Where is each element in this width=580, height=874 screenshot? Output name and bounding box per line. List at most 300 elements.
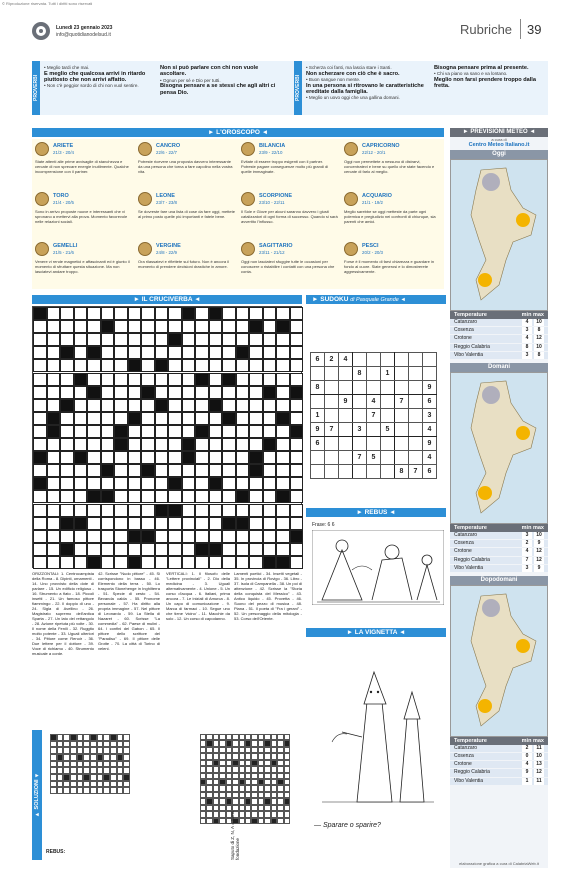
crossword-cell[interactable] [209, 451, 223, 464]
crossword-cell[interactable] [155, 490, 169, 503]
crossword-cell[interactable] [222, 346, 236, 359]
crossword-cell[interactable] [114, 451, 128, 464]
sudoku-cell[interactable] [311, 395, 325, 409]
crossword-cell[interactable] [195, 333, 209, 346]
crossword-cell[interactable] [114, 320, 128, 333]
crossword-cell[interactable] [74, 504, 88, 517]
crossword-cell[interactable] [168, 346, 182, 359]
crossword-cell[interactable] [249, 425, 263, 438]
crossword-cell[interactable] [128, 451, 142, 464]
sudoku-cell[interactable] [311, 451, 325, 465]
crossword-cell[interactable] [87, 425, 101, 438]
crossword-cell[interactable] [74, 333, 88, 346]
crossword-cell[interactable] [141, 307, 155, 320]
crossword-cell[interactable] [87, 412, 101, 425]
crossword-cell[interactable] [47, 359, 61, 372]
sudoku-cell[interactable]: 3 [423, 409, 437, 423]
sudoku-cell[interactable] [409, 367, 423, 381]
sudoku-cell[interactable] [339, 423, 353, 437]
crossword-cell[interactable] [141, 425, 155, 438]
sudoku-cell[interactable]: 9 [339, 395, 353, 409]
crossword-cell[interactable] [33, 490, 47, 503]
crossword-cell[interactable] [236, 504, 250, 517]
crossword-cell[interactable] [222, 307, 236, 320]
crossword-cell[interactable] [249, 307, 263, 320]
crossword-cell[interactable] [87, 543, 101, 556]
crossword-cell[interactable] [114, 386, 128, 399]
crossword-cell[interactable] [290, 543, 304, 556]
crossword-cell[interactable] [101, 307, 115, 320]
crossword-cell[interactable] [195, 556, 209, 569]
crossword-cell[interactable] [33, 412, 47, 425]
crossword-cell[interactable] [47, 373, 61, 386]
sudoku-cell[interactable] [339, 451, 353, 465]
crossword-cell[interactable] [209, 530, 223, 543]
crossword-cell[interactable] [74, 530, 88, 543]
crossword-cell[interactable] [249, 333, 263, 346]
crossword-cell[interactable] [249, 399, 263, 412]
crossword-cell[interactable] [87, 373, 101, 386]
crossword-cell[interactable] [236, 320, 250, 333]
crossword-cell[interactable] [222, 359, 236, 372]
crossword-cell[interactable] [222, 320, 236, 333]
crossword-cell[interactable] [276, 386, 290, 399]
crossword-cell[interactable] [128, 307, 142, 320]
crossword-cell[interactable] [87, 517, 101, 530]
crossword-cell[interactable] [47, 464, 61, 477]
crossword-cell[interactable] [249, 517, 263, 530]
crossword-cell[interactable] [249, 477, 263, 490]
sudoku-cell[interactable]: 6 [311, 437, 325, 451]
crossword-cell[interactable] [128, 346, 142, 359]
crossword-cell[interactable] [276, 530, 290, 543]
sudoku-cell[interactable]: 2 [325, 353, 339, 367]
crossword-cell[interactable] [155, 530, 169, 543]
crossword-grid[interactable] [32, 306, 302, 568]
sudoku-cell[interactable] [381, 437, 395, 451]
crossword-cell[interactable] [209, 333, 223, 346]
sudoku-cell[interactable]: 8 [311, 381, 325, 395]
crossword-cell[interactable] [195, 346, 209, 359]
crossword-cell[interactable] [195, 438, 209, 451]
crossword-cell[interactable] [114, 373, 128, 386]
crossword-cell[interactable] [263, 517, 277, 530]
crossword-cell[interactable] [60, 307, 74, 320]
crossword-cell[interactable] [33, 438, 47, 451]
crossword-cell[interactable] [74, 399, 88, 412]
crossword-cell[interactable] [128, 504, 142, 517]
crossword-cell[interactable] [263, 359, 277, 372]
crossword-cell[interactable] [209, 438, 223, 451]
crossword-cell[interactable] [74, 320, 88, 333]
crossword-cell[interactable] [155, 320, 169, 333]
crossword-cell[interactable] [155, 556, 169, 569]
crossword-cell[interactable] [290, 477, 304, 490]
crossword-cell[interactable] [33, 530, 47, 543]
sudoku-cell[interactable]: 4 [339, 353, 353, 367]
crossword-cell[interactable] [209, 386, 223, 399]
crossword-cell[interactable] [155, 477, 169, 490]
crossword-cell[interactable] [47, 333, 61, 346]
crossword-cell[interactable] [290, 373, 304, 386]
crossword-cell[interactable] [87, 504, 101, 517]
sudoku-cell[interactable] [325, 409, 339, 423]
crossword-cell[interactable] [114, 477, 128, 490]
sudoku-cell[interactable] [339, 409, 353, 423]
crossword-cell[interactable] [47, 530, 61, 543]
sudoku-cell[interactable] [311, 367, 325, 381]
crossword-cell[interactable] [141, 438, 155, 451]
sudoku-cell[interactable]: 5 [367, 451, 381, 465]
crossword-cell[interactable] [290, 490, 304, 503]
crossword-cell[interactable] [60, 373, 74, 386]
sudoku-cell[interactable] [395, 381, 409, 395]
crossword-cell[interactable] [114, 412, 128, 425]
crossword-cell[interactable] [276, 543, 290, 556]
crossword-cell[interactable] [87, 320, 101, 333]
crossword-cell[interactable] [155, 438, 169, 451]
crossword-cell[interactable] [182, 530, 196, 543]
crossword-cell[interactable] [195, 320, 209, 333]
sudoku-cell[interactable] [409, 437, 423, 451]
crossword-cell[interactable] [290, 399, 304, 412]
contact-email[interactable]: info@quotidianodelsud.it [56, 32, 111, 38]
crossword-cell[interactable] [209, 320, 223, 333]
sudoku-cell[interactable] [325, 367, 339, 381]
crossword-cell[interactable] [87, 333, 101, 346]
crossword-cell[interactable] [47, 386, 61, 399]
crossword-cell[interactable] [60, 425, 74, 438]
sudoku-cell[interactable]: 4 [423, 451, 437, 465]
crossword-cell[interactable] [168, 320, 182, 333]
sudoku-cell[interactable]: 9 [423, 437, 437, 451]
crossword-cell[interactable] [60, 359, 74, 372]
crossword-cell[interactable] [87, 359, 101, 372]
sudoku-cell[interactable] [325, 381, 339, 395]
crossword-cell[interactable] [155, 451, 169, 464]
crossword-cell[interactable] [155, 543, 169, 556]
crossword-cell[interactable] [182, 320, 196, 333]
sudoku-cell[interactable] [423, 353, 437, 367]
crossword-cell[interactable] [101, 477, 115, 490]
crossword-cell[interactable] [290, 333, 304, 346]
crossword-cell[interactable] [182, 333, 196, 346]
crossword-cell[interactable] [141, 517, 155, 530]
crossword-cell[interactable] [222, 425, 236, 438]
sudoku-cell[interactable]: 7 [409, 465, 423, 479]
crossword-cell[interactable] [47, 438, 61, 451]
crossword-cell[interactable] [141, 399, 155, 412]
crossword-cell[interactable] [236, 464, 250, 477]
crossword-cell[interactable] [33, 346, 47, 359]
sudoku-cell[interactable]: 6 [423, 395, 437, 409]
crossword-cell[interactable] [209, 517, 223, 530]
crossword-cell[interactable] [47, 307, 61, 320]
crossword-cell[interactable] [60, 438, 74, 451]
sudoku-cell[interactable] [367, 465, 381, 479]
crossword-cell[interactable] [276, 359, 290, 372]
crossword-cell[interactable] [276, 307, 290, 320]
crossword-cell[interactable] [222, 490, 236, 503]
crossword-cell[interactable] [74, 490, 88, 503]
sudoku-cell[interactable]: 1 [381, 367, 395, 381]
crossword-cell[interactable] [101, 399, 115, 412]
crossword-cell[interactable] [87, 477, 101, 490]
sudoku-cell[interactable]: 9 [311, 423, 325, 437]
crossword-cell[interactable] [168, 517, 182, 530]
crossword-cell[interactable] [114, 556, 128, 569]
crossword-cell[interactable] [290, 451, 304, 464]
crossword-cell[interactable] [236, 477, 250, 490]
crossword-cell[interactable] [155, 386, 169, 399]
crossword-cell[interactable] [87, 399, 101, 412]
sudoku-cell[interactable] [339, 381, 353, 395]
crossword-cell[interactable] [33, 425, 47, 438]
sudoku-cell[interactable] [353, 409, 367, 423]
crossword-cell[interactable] [47, 346, 61, 359]
crossword-cell[interactable] [222, 399, 236, 412]
crossword-cell[interactable] [222, 451, 236, 464]
crossword-cell[interactable] [128, 373, 142, 386]
sudoku-cell[interactable]: 4 [367, 395, 381, 409]
crossword-cell[interactable] [276, 373, 290, 386]
crossword-cell[interactable] [155, 517, 169, 530]
crossword-cell[interactable] [128, 490, 142, 503]
crossword-cell[interactable] [182, 359, 196, 372]
crossword-cell[interactable] [222, 504, 236, 517]
crossword-cell[interactable] [47, 490, 61, 503]
sudoku-cell[interactable] [381, 381, 395, 395]
crossword-cell[interactable] [47, 399, 61, 412]
crossword-cell[interactable] [263, 307, 277, 320]
crossword-cell[interactable] [114, 464, 128, 477]
crossword-cell[interactable] [128, 399, 142, 412]
crossword-cell[interactable] [168, 530, 182, 543]
crossword-cell[interactable] [290, 556, 304, 569]
crossword-cell[interactable] [47, 517, 61, 530]
crossword-cell[interactable] [182, 399, 196, 412]
crossword-cell[interactable] [101, 359, 115, 372]
crossword-cell[interactable] [114, 333, 128, 346]
crossword-cell[interactable] [263, 543, 277, 556]
crossword-cell[interactable] [290, 504, 304, 517]
crossword-cell[interactable] [101, 346, 115, 359]
crossword-cell[interactable] [222, 333, 236, 346]
crossword-cell[interactable] [263, 333, 277, 346]
crossword-cell[interactable] [168, 490, 182, 503]
crossword-cell[interactable] [263, 412, 277, 425]
crossword-cell[interactable] [236, 543, 250, 556]
crossword-cell[interactable] [168, 425, 182, 438]
crossword-cell[interactable] [195, 412, 209, 425]
crossword-cell[interactable] [249, 530, 263, 543]
crossword-cell[interactable] [101, 530, 115, 543]
crossword-cell[interactable] [168, 451, 182, 464]
crossword-cell[interactable] [114, 490, 128, 503]
crossword-cell[interactable] [114, 307, 128, 320]
crossword-cell[interactable] [276, 333, 290, 346]
crossword-cell[interactable] [276, 399, 290, 412]
crossword-cell[interactable] [60, 530, 74, 543]
crossword-cell[interactable] [141, 490, 155, 503]
sudoku-cell[interactable] [353, 465, 367, 479]
crossword-cell[interactable] [33, 320, 47, 333]
crossword-cell[interactable] [263, 373, 277, 386]
sudoku-cell[interactable] [339, 465, 353, 479]
crossword-cell[interactable] [141, 412, 155, 425]
crossword-cell[interactable] [168, 464, 182, 477]
crossword-cell[interactable] [222, 530, 236, 543]
crossword-cell[interactable] [168, 359, 182, 372]
crossword-cell[interactable] [249, 412, 263, 425]
crossword-cell[interactable] [60, 556, 74, 569]
crossword-cell[interactable] [101, 543, 115, 556]
sudoku-cell[interactable] [325, 395, 339, 409]
crossword-cell[interactable] [74, 386, 88, 399]
crossword-cell[interactable] [141, 504, 155, 517]
crossword-cell[interactable] [155, 307, 169, 320]
crossword-cell[interactable] [141, 451, 155, 464]
crossword-cell[interactable] [195, 359, 209, 372]
crossword-cell[interactable] [263, 490, 277, 503]
crossword-cell[interactable] [47, 477, 61, 490]
crossword-cell[interactable] [290, 412, 304, 425]
crossword-cell[interactable] [168, 373, 182, 386]
crossword-cell[interactable] [195, 307, 209, 320]
sudoku-cell[interactable] [353, 353, 367, 367]
sudoku-cell[interactable] [367, 423, 381, 437]
sudoku-cell[interactable] [409, 353, 423, 367]
crossword-cell[interactable] [249, 490, 263, 503]
sudoku-cell[interactable]: 9 [423, 381, 437, 395]
crossword-cell[interactable] [222, 438, 236, 451]
crossword-cell[interactable] [195, 451, 209, 464]
sudoku-cell[interactable] [409, 423, 423, 437]
crossword-cell[interactable] [141, 373, 155, 386]
crossword-cell[interactable] [249, 504, 263, 517]
crossword-cell[interactable] [155, 373, 169, 386]
crossword-cell[interactable] [128, 386, 142, 399]
crossword-cell[interactable] [141, 320, 155, 333]
crossword-cell[interactable] [60, 490, 74, 503]
crossword-cell[interactable] [101, 517, 115, 530]
crossword-cell[interactable] [222, 477, 236, 490]
crossword-cell[interactable] [182, 464, 196, 477]
sudoku-cell[interactable] [325, 465, 339, 479]
crossword-cell[interactable] [263, 477, 277, 490]
sudoku-cell[interactable] [381, 409, 395, 423]
crossword-cell[interactable] [290, 346, 304, 359]
crossword-cell[interactable] [236, 386, 250, 399]
crossword-cell[interactable] [74, 307, 88, 320]
crossword-cell[interactable] [128, 477, 142, 490]
crossword-cell[interactable] [290, 307, 304, 320]
crossword-cell[interactable] [182, 425, 196, 438]
sudoku-cell[interactable] [395, 451, 409, 465]
crossword-cell[interactable] [222, 543, 236, 556]
crossword-cell[interactable] [236, 412, 250, 425]
crossword-cell[interactable] [290, 320, 304, 333]
crossword-cell[interactable] [128, 543, 142, 556]
crossword-cell[interactable] [87, 451, 101, 464]
sudoku-cell[interactable] [353, 395, 367, 409]
crossword-cell[interactable] [101, 556, 115, 569]
crossword-cell[interactable] [74, 346, 88, 359]
crossword-cell[interactable] [249, 346, 263, 359]
sudoku-cell[interactable]: 8 [353, 367, 367, 381]
crossword-cell[interactable] [263, 464, 277, 477]
crossword-cell[interactable] [209, 425, 223, 438]
crossword-cell[interactable] [74, 477, 88, 490]
crossword-cell[interactable] [276, 517, 290, 530]
crossword-cell[interactable] [33, 556, 47, 569]
crossword-cell[interactable] [114, 359, 128, 372]
crossword-cell[interactable] [209, 504, 223, 517]
crossword-cell[interactable] [33, 464, 47, 477]
crossword-cell[interactable] [195, 504, 209, 517]
sudoku-cell[interactable]: 7 [395, 395, 409, 409]
crossword-cell[interactable] [33, 399, 47, 412]
crossword-cell[interactable] [209, 464, 223, 477]
crossword-cell[interactable] [236, 530, 250, 543]
crossword-cell[interactable] [101, 412, 115, 425]
crossword-cell[interactable] [290, 517, 304, 530]
crossword-cell[interactable] [290, 464, 304, 477]
sudoku-cell[interactable] [381, 353, 395, 367]
crossword-cell[interactable] [114, 530, 128, 543]
crossword-cell[interactable] [74, 543, 88, 556]
crossword-cell[interactable] [182, 346, 196, 359]
sudoku-cell[interactable] [395, 353, 409, 367]
crossword-cell[interactable] [263, 504, 277, 517]
sudoku-cell[interactable]: 5 [381, 423, 395, 437]
crossword-cell[interactable] [47, 451, 61, 464]
crossword-cell[interactable] [263, 530, 277, 543]
sudoku-cell[interactable] [395, 423, 409, 437]
crossword-cell[interactable] [141, 543, 155, 556]
crossword-cell[interactable] [60, 386, 74, 399]
sudoku-cell[interactable]: 7 [353, 451, 367, 465]
crossword-cell[interactable] [74, 425, 88, 438]
crossword-cell[interactable] [101, 438, 115, 451]
crossword-cell[interactable] [87, 464, 101, 477]
crossword-cell[interactable] [182, 517, 196, 530]
crossword-cell[interactable] [141, 333, 155, 346]
crossword-cell[interactable] [290, 359, 304, 372]
crossword-cell[interactable] [74, 464, 88, 477]
sudoku-cell[interactable]: 4 [423, 423, 437, 437]
crossword-cell[interactable] [182, 373, 196, 386]
crossword-cell[interactable] [60, 333, 74, 346]
crossword-cell[interactable] [141, 477, 155, 490]
crossword-cell[interactable] [155, 464, 169, 477]
crossword-cell[interactable] [87, 530, 101, 543]
sudoku-cell[interactable] [381, 395, 395, 409]
sudoku-cell[interactable]: 7 [367, 409, 381, 423]
crossword-cell[interactable] [276, 464, 290, 477]
crossword-cell[interactable] [87, 438, 101, 451]
crossword-cell[interactable] [74, 556, 88, 569]
sudoku-cell[interactable] [367, 381, 381, 395]
sudoku-cell[interactable] [409, 381, 423, 395]
crossword-cell[interactable] [114, 346, 128, 359]
sudoku-cell[interactable]: 6 [423, 465, 437, 479]
sudoku-grid[interactable] [310, 352, 437, 479]
crossword-cell[interactable] [195, 490, 209, 503]
crossword-cell[interactable] [209, 346, 223, 359]
crossword-cell[interactable] [222, 556, 236, 569]
crossword-cell[interactable] [33, 333, 47, 346]
